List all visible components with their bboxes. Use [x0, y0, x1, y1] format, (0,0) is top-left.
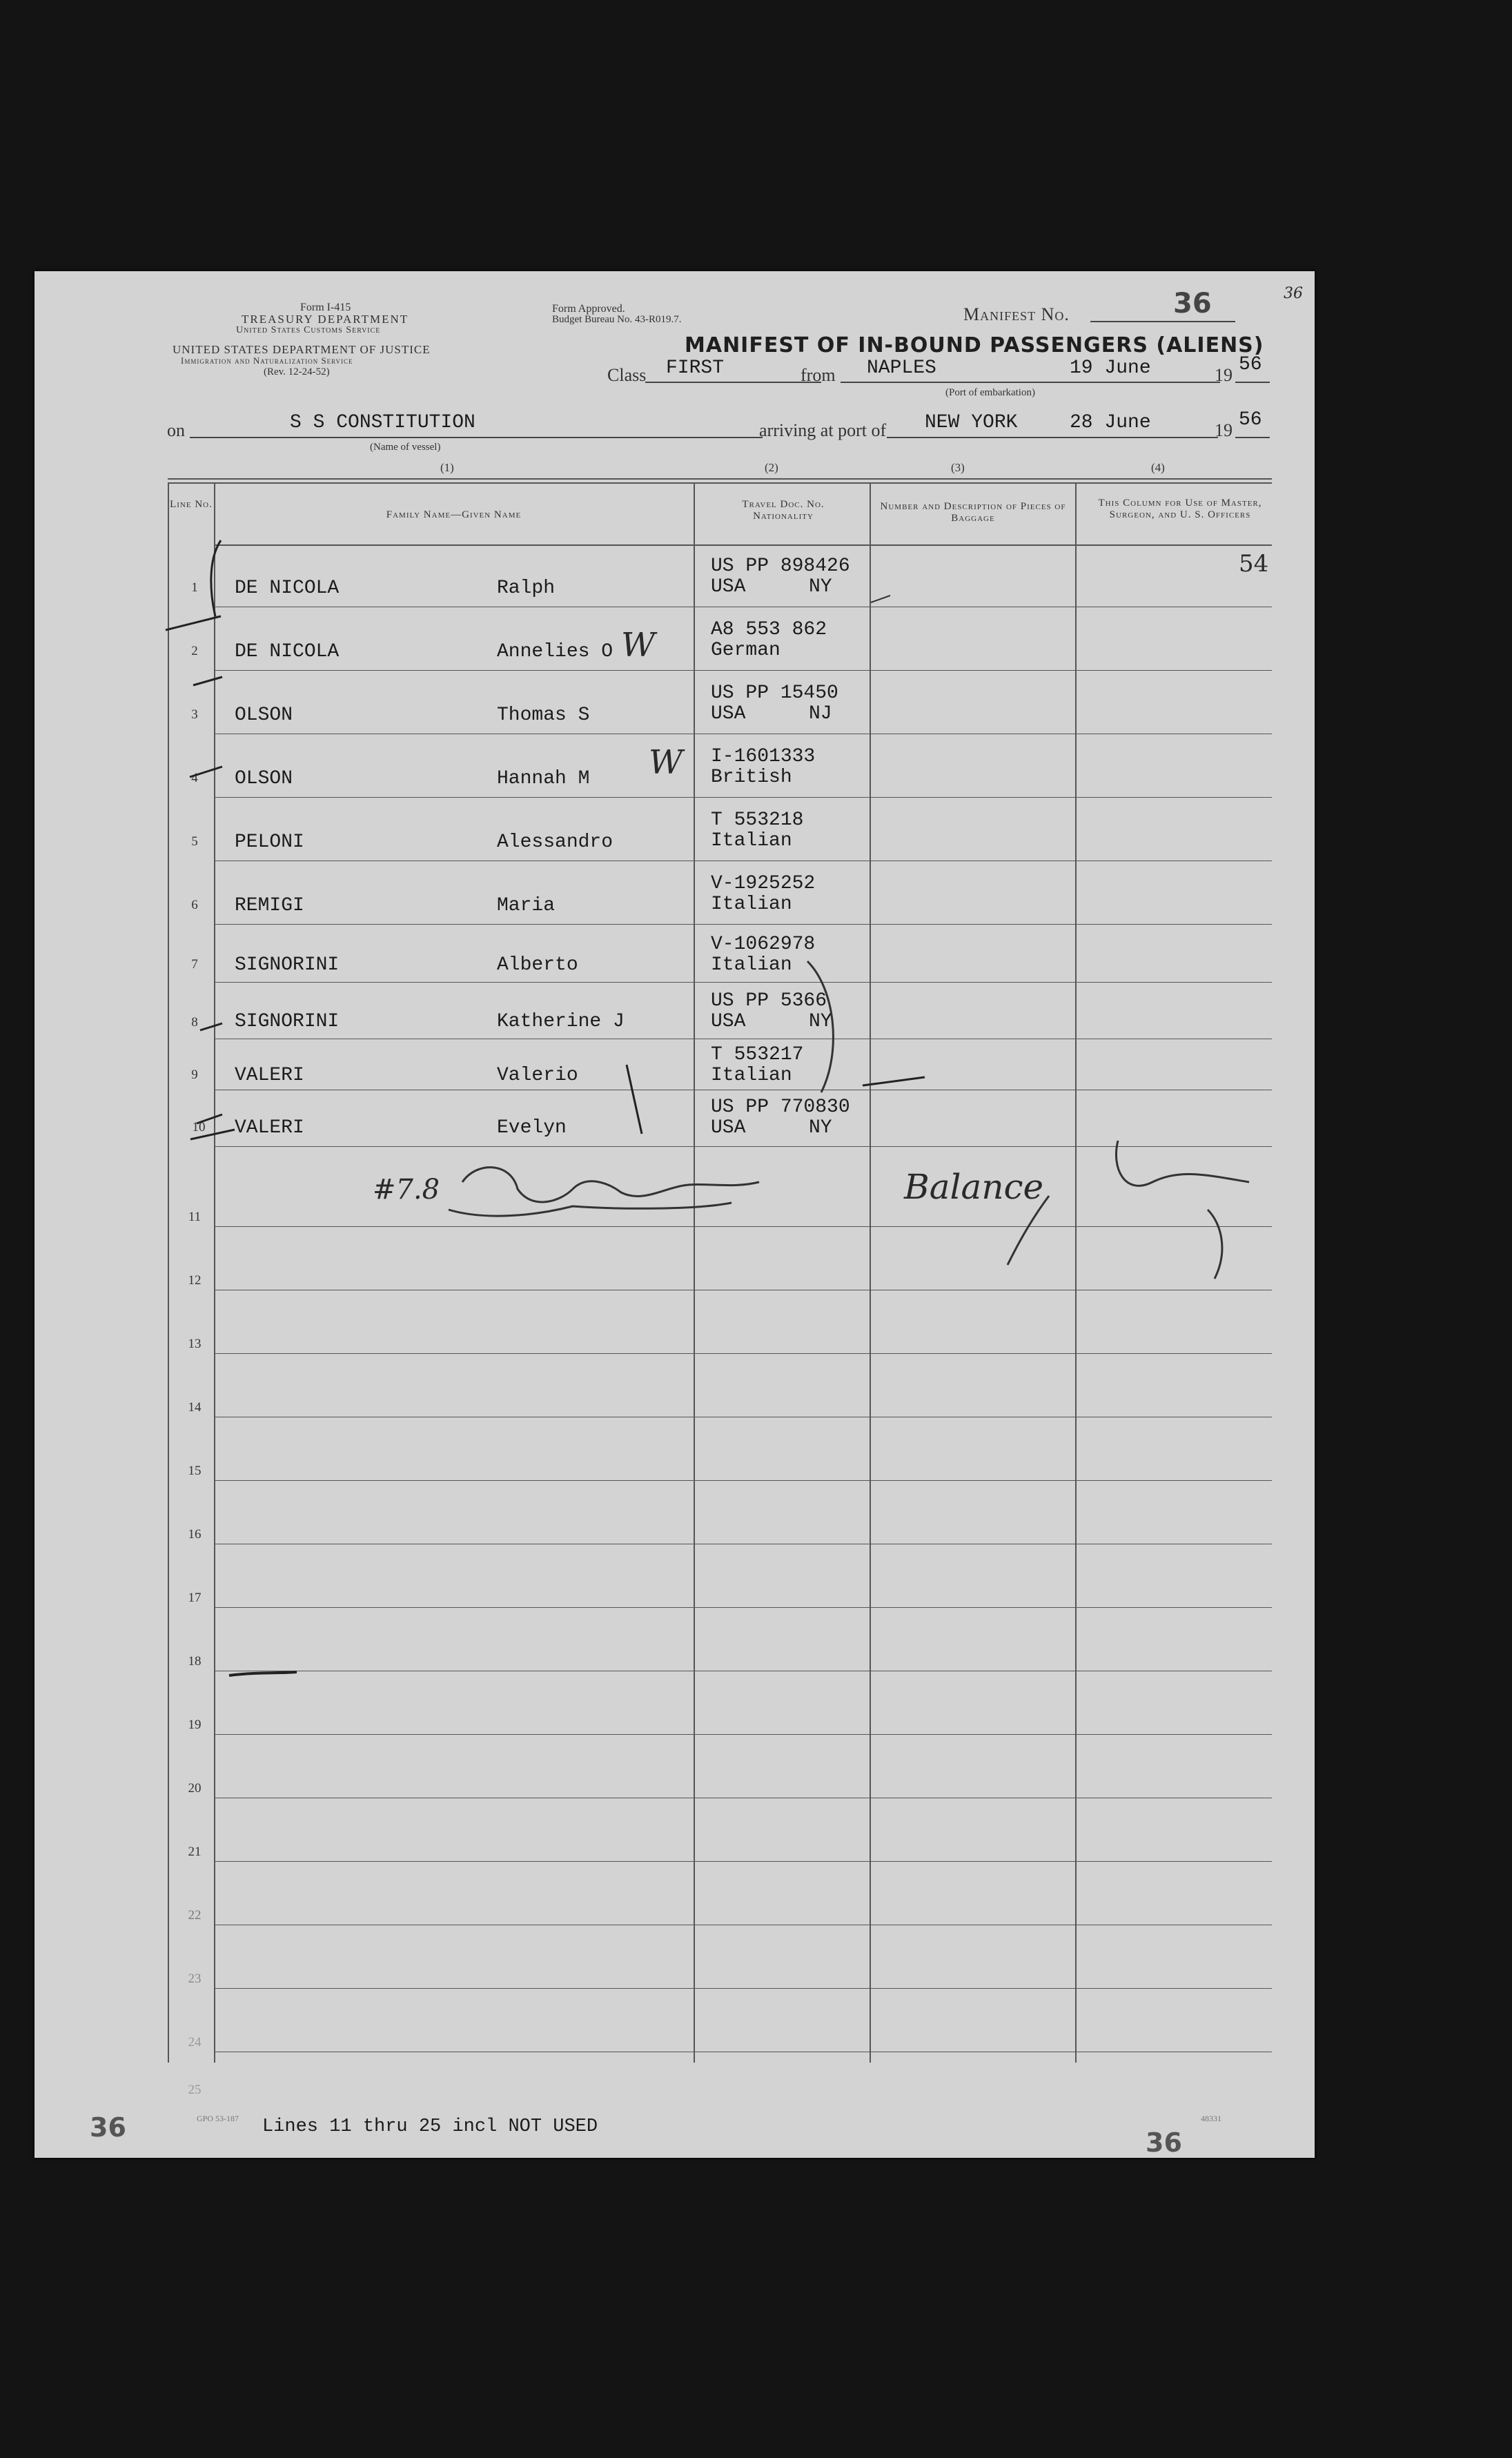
col-header-officers: This Column for Use of Master, Surgeon, and U. S. Officers: [1098, 498, 1262, 520]
travel-doc: US PP 5366: [711, 990, 827, 1012]
family-name: DE NICOLA: [235, 641, 340, 662]
line-number: 6: [191, 898, 198, 912]
officer-count: 54: [1239, 550, 1269, 578]
travel-doc: I-1601333: [711, 746, 816, 767]
travel-doc: T 553217: [711, 1044, 804, 1065]
travel-doc: T 553218: [711, 809, 804, 831]
vessel-name: S S CONSTITUTION: [290, 412, 475, 433]
handwritten-mark: W: [649, 743, 683, 782]
corner-number: 36: [1284, 285, 1303, 302]
state: NY: [809, 1117, 832, 1139]
nationality: Italian: [711, 894, 792, 915]
handwritten-number: #7.8: [373, 1174, 440, 1206]
nationality: USA: [711, 576, 746, 598]
class-label: Class: [607, 365, 647, 385]
given-name: Maria: [497, 895, 556, 916]
nationality: British: [711, 767, 792, 788]
line-number: 18: [188, 1654, 202, 1669]
line-number: 8: [191, 1015, 198, 1030]
given-name: Katherine J: [497, 1011, 625, 1032]
line-number: 11: [188, 1210, 202, 1224]
manifest-no-label: Manifest No.: [963, 304, 1070, 324]
given-name: Hannah M: [497, 768, 590, 789]
state: NY: [809, 1011, 832, 1032]
family-name: OLSON: [235, 705, 293, 726]
print-code-right: 48331: [1201, 2114, 1221, 2123]
given-name: Annelies O: [497, 641, 613, 662]
line-number: 9: [191, 1068, 198, 1082]
line-number: 1: [191, 580, 198, 595]
family-name: PELONI: [235, 832, 304, 853]
given-name: Ralph: [497, 578, 556, 599]
handwritten-mark: W: [621, 626, 656, 665]
line-number: 3: [191, 707, 198, 722]
col-header-baggage: Number and Description of Pieces of Baggage: [880, 501, 1066, 524]
arrival-port: NEW YORK: [925, 412, 1018, 433]
class-value: FIRST: [666, 357, 725, 379]
port-embark-label: (Port of embarkation): [945, 387, 1035, 398]
customs-service: United States Customs Service: [236, 325, 381, 335]
line-number: 23: [188, 1972, 202, 1986]
travel-doc: A8 553 862: [711, 619, 827, 640]
family-name: VALERI: [235, 1117, 304, 1139]
col-header-name: Family Name—Given Name: [386, 509, 522, 520]
family-name: SIGNORINI: [235, 1011, 340, 1032]
nationality: Italian: [711, 830, 792, 852]
depart-date: 19 June: [1070, 357, 1151, 379]
vessel-label: (Name of vessel): [370, 442, 441, 453]
travel-doc: V-1062978: [711, 934, 816, 955]
travel-doc: US PP 898426: [711, 555, 850, 577]
line-number: 24: [188, 2035, 202, 2049]
line-number: 4: [191, 771, 198, 785]
on-label: on: [167, 420, 185, 440]
manifest-title: MANIFEST OF IN-BOUND PASSENGERS (ALIENS): [685, 333, 1264, 357]
line-number: 21: [188, 1845, 202, 1859]
line-number: 17: [188, 1591, 202, 1605]
print-code: GPO 53-187: [197, 2114, 239, 2123]
line-number: 20: [188, 1781, 202, 1796]
given-name: Thomas S: [497, 705, 590, 726]
embark-port: NAPLES: [867, 357, 936, 379]
given-name: Evelyn: [497, 1117, 567, 1139]
arrival-year-prefix: 19: [1215, 420, 1233, 440]
footer-note: Lines 11 thru 25 incl NOT USED: [262, 2116, 598, 2137]
nationality: USA: [711, 1117, 746, 1139]
form-number: Form I-415: [300, 302, 351, 313]
family-name: OLSON: [235, 768, 293, 789]
line-number: 7: [191, 957, 198, 972]
form-approved: Form Approved.: [552, 303, 625, 315]
state: NJ: [809, 703, 832, 725]
manifest-number: 36: [1173, 288, 1212, 319]
given-name: Alessandro: [497, 832, 613, 853]
budget-bureau: Budget Bureau No. 43-R019.7.: [552, 314, 682, 325]
handwritten-balance: Balance: [904, 1167, 1044, 1207]
col-header-travel-doc: Travel Doc. No. Nationality: [742, 499, 825, 522]
nationality: USA: [711, 1011, 746, 1032]
nationality: Italian: [711, 954, 792, 976]
nationality: Italian: [711, 1065, 792, 1086]
given-name: Valerio: [497, 1065, 578, 1086]
col-num-2: (2): [765, 461, 778, 474]
treasury-dept: TREASURY DEPARTMENT: [242, 313, 409, 326]
nationality: German: [711, 640, 780, 661]
depart-year: 56: [1239, 354, 1262, 375]
line-number: 2: [191, 644, 198, 658]
revision-date: (Rev. 12-24-52): [264, 366, 330, 377]
family-name: VALERI: [235, 1065, 304, 1086]
col-num-4: (4): [1151, 461, 1165, 474]
line-number: 19: [188, 1718, 202, 1732]
ins-service: Immigration and Naturalization Service: [181, 355, 353, 366]
arrival-date: 28 June: [1070, 412, 1151, 433]
line-number: 14: [188, 1400, 202, 1415]
family-name: SIGNORINI: [235, 954, 340, 976]
line-number: 25: [188, 2083, 202, 2097]
stamp-right: 36: [1146, 2127, 1182, 2158]
line-number: 15: [188, 1464, 202, 1478]
nationality: USA: [711, 703, 746, 725]
line-number: 22: [188, 1908, 202, 1923]
manifest-page: [35, 271, 1315, 2158]
stamp-left: 36: [90, 2112, 126, 2143]
line-number: 12: [188, 1273, 202, 1288]
state: NY: [809, 576, 832, 598]
col-num-3: (3): [951, 461, 965, 474]
line-number: 10: [192, 1120, 206, 1134]
from-label: from: [801, 365, 836, 385]
arrival-year: 56: [1239, 409, 1262, 431]
given-name: Alberto: [497, 954, 578, 976]
handwriting-marks: [35, 271, 1315, 2158]
col-num-1: (1): [440, 461, 454, 474]
justice-dept: UNITED STATES DEPARTMENT OF JUSTICE: [173, 343, 431, 356]
travel-doc: US PP 770830: [711, 1097, 850, 1118]
family-name: REMIGI: [235, 895, 304, 916]
family-name: DE NICOLA: [235, 578, 340, 599]
line-number: 5: [191, 834, 198, 849]
arriving-label: arriving at port of: [759, 420, 887, 440]
col-header-line-no: Line No.: [170, 499, 213, 510]
travel-doc: V-1925252: [711, 873, 816, 894]
line-number: 13: [188, 1337, 202, 1351]
travel-doc: US PP 15450: [711, 682, 838, 704]
depart-year-prefix: 19: [1215, 365, 1233, 385]
line-number: 16: [188, 1527, 202, 1542]
